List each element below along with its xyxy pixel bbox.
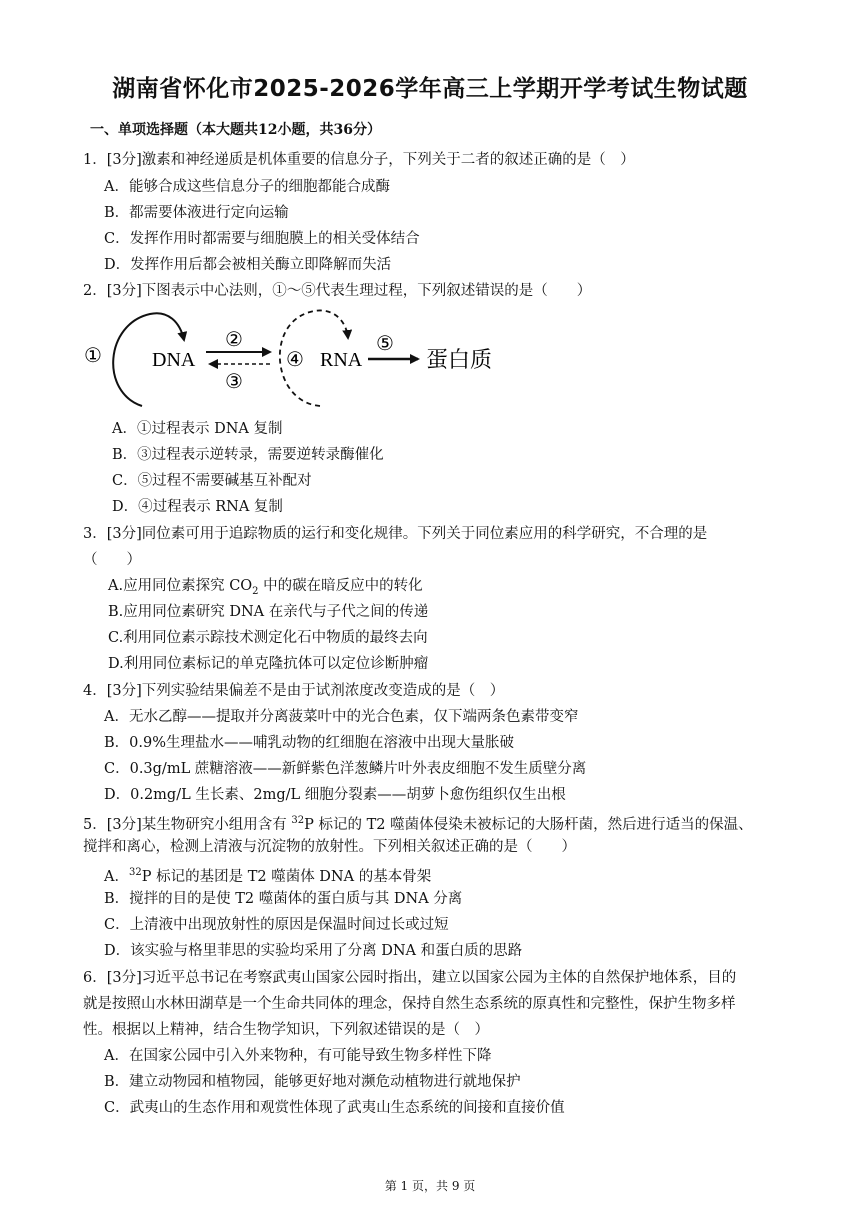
question-4-option-a: A．无水乙醇——提取并分离菠菜叶中的光合色素，仅下端两条色素带变窄: [104, 709, 579, 725]
question-3-option-c: C.利用同位素示踪技术测定化石中物质的最终去向: [108, 630, 428, 646]
question-5-option-a: A．$^{32}$P 标记的基团是 T2 噬菌体 DNA 的基本骨架: [104, 867, 432, 885]
question-4-option-b: B．0.9%生理盐水——哺乳动物的红细胞在溶液中出现大量胀破: [104, 735, 514, 751]
question-5-option-b: B．搅拌的目的是使 T2 噬菌体的蛋白质与其 DNA 分离: [104, 891, 463, 907]
question-2-option-a: A．①过程表示 DNA 复制: [112, 421, 283, 437]
question-4-option-d: D．0.2mg/L 生长素、2mg/L 细胞分裂素——胡萝卜愈伤组织仅生出根: [104, 787, 566, 803]
label-circle-3: ③: [225, 369, 243, 393]
label-circle-4: ④: [286, 347, 304, 371]
question-6-option-a: A．在国家公园中引入外来物种，有可能导致生物多样性下降: [104, 1048, 492, 1064]
question-5-option-d: D．该实验与格里菲思的实验均采用了分离 DNA 和蛋白质的思路: [104, 943, 523, 959]
question-3-option-b: B.应用同位素研究 DNA 在亲代与子代之间的传递: [108, 604, 429, 620]
question-6-option-b: B．建立动物园和植物园，能够更好地对濒危动植物进行就地保护: [104, 1074, 521, 1090]
question-5-stem-continued: 搅拌和离心，检测上清液与沉淀物的放射性。下列相关叙述正确的是（ ）: [83, 839, 576, 855]
central-dogma-diagram: [80, 304, 520, 412]
question-3-stem: 3．[3分]同位素可用于追踪物质的运行和变化规律。下列关于同位素应用的科学研究，不合理的是: [83, 526, 708, 542]
label-circle-1: ①: [84, 343, 102, 367]
question-5-option-c: C．上清液中出现放射性的原因是保温时间过长或过短: [104, 917, 449, 933]
question-2-option-b: B．③过程表示逆转录，需要逆转录酶催化: [112, 447, 384, 463]
page-title: 湖南省怀化市2025-2026学年高三上学期开学考试生物试题: [112, 76, 748, 102]
question-5-stem: 5．[3分]某生物研究小组用含有 $^{32}$P 标记的 T2 噬菌体侵染未被标记的大肠杆菌，然后进行适当的保温、: [83, 815, 753, 833]
question-6-stem-line-2: 就是按照山水林田湖草是一个生命共同体的理念，保持自然生态系统的原真性和完整性，保护生物多样: [83, 996, 736, 1012]
question-3-option-d: D.利用同位素标记的单克隆抗体可以定位诊断肿瘤: [108, 656, 429, 672]
page-number-footer: 第 1 页，共 9 页: [384, 1179, 476, 1193]
label-rna: RNA: [320, 349, 363, 371]
question-2-stem: 2．[3分]下图表示中心法则，①～⑤代表生理过程，下列叙述错误的是（ ）: [83, 283, 592, 299]
label-protein: 蛋白质: [426, 348, 493, 373]
section-heading: 一、单项选择题（本大题共12小题，共36分）: [90, 122, 381, 138]
question-3-option-a: A.应用同位素探究 $CO_2$ 中的碳在暗反应中的转化: [108, 578, 423, 597]
question-1-option-a: A．能够合成这些信息分子的细胞都能合成酶: [104, 179, 390, 195]
question-4-stem: 4．[3分]下列实验结果偏差不是由于试剂浓度改变造成的是（ ）: [83, 683, 505, 699]
question-2-option-d: D．④过程表示 RNA 复制: [112, 499, 283, 515]
question-1-option-d: D．发挥作用后都会被相关酶立即降解而失活: [104, 257, 392, 273]
question-1-option-c: C．发挥作用时都需要与细胞膜上的相关受体结合: [104, 231, 420, 247]
question-1-option-b: B．都需要体液进行定向运输: [104, 205, 289, 221]
question-6-stem-line-3: 性。根据以上精神，结合生物学知识，下列叙述错误的是（ ）: [83, 1022, 489, 1038]
question-3-paren: （ ）: [83, 552, 141, 568]
label-circle-5: ⑤: [376, 331, 394, 355]
question-2-option-c: C．⑤过程不需要碱基互补配对: [112, 473, 312, 489]
label-circle-2: ②: [225, 327, 243, 351]
question-6-stem: 6．[3分]习近平总书记在考察武夷山国家公园时指出，建立以国家公园为主体的自然保护地体系，目的: [83, 970, 737, 986]
question-6-option-c: C．武夷山的生态作用和观赏性体现了武夷山生态系统的间接和直接价值: [104, 1100, 565, 1116]
question-4-option-c: C．0.3g/mL 蔗糖溶液——新鲜紫色洋葱鳞片叶外表皮细胞不发生质壁分离: [104, 761, 587, 777]
label-dna: DNA: [152, 349, 196, 371]
question-1-stem: 1．[3分]激素和神经递质是机体重要的信息分子，下列关于二者的叙述正确的是（ ）: [83, 152, 635, 168]
